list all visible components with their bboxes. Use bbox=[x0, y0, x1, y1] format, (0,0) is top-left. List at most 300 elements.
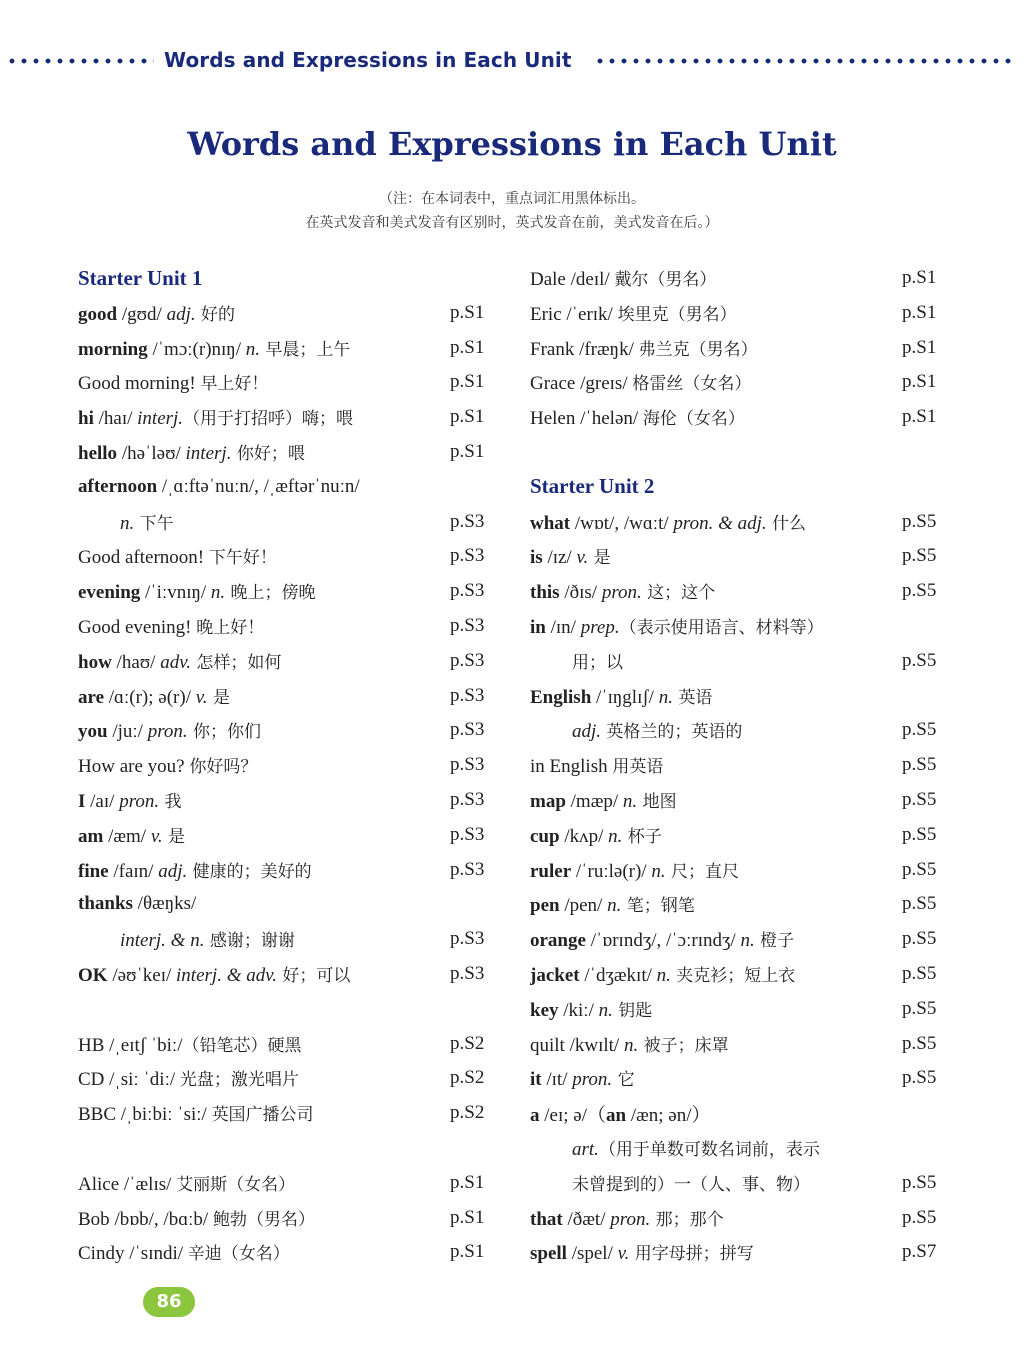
vocab-row bbox=[530, 400, 950, 434]
vocab-row bbox=[530, 679, 950, 713]
page-ref: p.S3 bbox=[450, 649, 485, 671]
part-of-speech: interj. & adv. bbox=[176, 965, 277, 986]
phonetic: /kiː/ bbox=[558, 999, 599, 1021]
entry-text bbox=[530, 717, 902, 743]
entry-text bbox=[78, 476, 450, 498]
vocab-row bbox=[530, 505, 950, 539]
headword: hi bbox=[78, 408, 94, 430]
phonetic: /ˌbiːbiː ˈsiː/ bbox=[116, 1104, 212, 1126]
page-ref: p.S3 bbox=[450, 510, 485, 532]
phonetic: /həˈləʊ/ bbox=[117, 443, 186, 464]
vocab-row bbox=[78, 748, 498, 782]
headword: hello bbox=[78, 443, 118, 464]
vocab-row bbox=[78, 1061, 498, 1095]
chinese-meaning: （用于单数可数名词前，表示 bbox=[598, 1140, 820, 1160]
headword: a bbox=[530, 1104, 540, 1126]
phonetic: /ˈerɪk/ bbox=[561, 303, 618, 325]
headword: Alice bbox=[78, 1173, 120, 1195]
entry-text bbox=[530, 961, 902, 987]
vocab-row bbox=[78, 539, 498, 573]
headword: orange bbox=[530, 930, 586, 952]
headword: How are you? bbox=[78, 756, 185, 778]
vocab-row bbox=[530, 644, 950, 678]
phonetic: /mæp/ bbox=[565, 791, 623, 812]
headword: you bbox=[78, 721, 108, 743]
part-of-speech: n. bbox=[607, 895, 622, 917]
headword: map bbox=[530, 791, 566, 812]
page-ref: p.S2 bbox=[450, 1067, 485, 1089]
headword: good bbox=[78, 303, 118, 325]
chinese-meaning: 晚上；傍晚 bbox=[225, 583, 316, 604]
page-ref: p.S7 bbox=[902, 1241, 937, 1263]
section-heading bbox=[530, 470, 950, 504]
part-of-speech: interj. bbox=[185, 443, 232, 464]
page-ref: p.S2 bbox=[450, 1102, 485, 1124]
section-title: Starter Unit 2 bbox=[530, 474, 655, 499]
chinese-meaning: 早晨；上午 bbox=[259, 339, 351, 360]
entry-text bbox=[78, 893, 450, 915]
chinese-meaning: 钥匙 bbox=[612, 1000, 653, 1021]
entry-text bbox=[78, 752, 450, 778]
chinese-meaning: 我 bbox=[159, 792, 182, 812]
entry-text bbox=[530, 543, 902, 569]
vocab-row bbox=[530, 1235, 950, 1269]
vocab-row bbox=[530, 296, 950, 330]
phonetic: /ˈɒrɪndʒ/, /ˈɔːrɪndʒ/ bbox=[585, 930, 741, 952]
vocab-row bbox=[530, 365, 950, 399]
part-of-speech: n. bbox=[245, 338, 260, 360]
page-ref: p.S5 bbox=[902, 545, 937, 567]
vocab-row bbox=[78, 609, 498, 643]
phonetic: /pen/ bbox=[559, 895, 608, 917]
phonetic: /ɑː(r); ə(r)/ bbox=[104, 686, 196, 708]
part-of-speech: adj. bbox=[158, 860, 188, 882]
part-of-speech: pron. bbox=[119, 791, 160, 812]
headword: that bbox=[530, 1208, 563, 1230]
chinese-meaning: （表示使用语言、材料等） bbox=[619, 618, 824, 638]
page-ref: p.S1 bbox=[450, 406, 485, 428]
entry-text bbox=[78, 1100, 450, 1126]
phonetic: /eɪ; ə/（ bbox=[539, 1104, 606, 1126]
chinese-meaning: 晚上好！ bbox=[196, 618, 265, 638]
vocab-row bbox=[78, 957, 498, 991]
section-heading bbox=[78, 261, 498, 295]
chinese-meaning: 怎样；如何 bbox=[191, 652, 282, 673]
part-of-speech: n. bbox=[623, 1034, 639, 1056]
part-of-speech: v. bbox=[617, 1243, 630, 1265]
chinese-meaning: 夹克衫；短上衣 bbox=[670, 966, 796, 986]
entry-text bbox=[530, 1205, 902, 1231]
entry-text bbox=[78, 1239, 450, 1265]
entry-text bbox=[530, 926, 902, 952]
headword: English bbox=[530, 686, 592, 708]
vocab-row bbox=[78, 400, 498, 434]
phonetic: /aɪ/ bbox=[85, 791, 120, 812]
headword: Bob bbox=[78, 1208, 110, 1230]
page-ref: p.S1 bbox=[450, 371, 485, 393]
page-ref: p.S3 bbox=[450, 754, 485, 776]
page-ref: p.S3 bbox=[450, 719, 485, 741]
entry-text bbox=[78, 822, 450, 848]
chinese-meaning: 橙子 bbox=[754, 931, 795, 952]
headword: pen bbox=[530, 895, 560, 917]
vocab-row bbox=[78, 853, 498, 887]
vocab-row bbox=[78, 296, 498, 330]
entry-text bbox=[530, 683, 902, 709]
chinese-meaning: 它 bbox=[612, 1070, 635, 1091]
chinese-meaning: （用于打招呼）嗨；喂 bbox=[183, 409, 354, 430]
headword: Helen bbox=[530, 408, 576, 430]
headword: spell bbox=[530, 1243, 567, 1265]
phonetic: /wɒt/, /wɑːt/ bbox=[570, 512, 674, 534]
headword: what bbox=[530, 512, 571, 534]
page-ref: p.S5 bbox=[902, 1206, 937, 1228]
entry-text bbox=[530, 1100, 902, 1127]
entry-text bbox=[78, 439, 450, 465]
part-of-speech: v. bbox=[576, 547, 589, 569]
phonetic: /greɪs/ bbox=[575, 373, 633, 395]
chinese-meaning: 健康的；美好的 bbox=[187, 861, 312, 882]
page-ref: p.S5 bbox=[902, 1032, 937, 1054]
headword-variant: an bbox=[605, 1104, 627, 1126]
entry-text bbox=[530, 265, 902, 291]
part-of-speech: adj. bbox=[572, 721, 602, 743]
vocab-row bbox=[530, 609, 950, 643]
vocab-row bbox=[78, 644, 498, 678]
entry-text bbox=[78, 404, 450, 430]
vocab-row bbox=[78, 713, 498, 747]
vocab-row bbox=[530, 992, 950, 1026]
headword: CD bbox=[78, 1069, 105, 1091]
vocab-row bbox=[530, 1096, 950, 1130]
chinese-meaning: 你好；喂 bbox=[231, 444, 305, 464]
entry-text bbox=[530, 1239, 902, 1265]
vocab-row bbox=[78, 331, 498, 365]
chinese-meaning: 那；那个 bbox=[650, 1209, 724, 1230]
headword: BBC bbox=[78, 1104, 117, 1126]
page-ref: p.S1 bbox=[450, 441, 485, 462]
chinese-meaning: 用英语 bbox=[612, 757, 664, 778]
vocab-row bbox=[78, 1166, 498, 1200]
chinese-meaning: 下午 bbox=[134, 513, 174, 534]
vocab-row bbox=[530, 922, 950, 956]
page-number: 86 bbox=[143, 1287, 195, 1317]
phonetic: /ɪt/ bbox=[541, 1069, 573, 1091]
entry-text bbox=[78, 1031, 450, 1057]
entry-text bbox=[78, 683, 450, 709]
entry-text bbox=[530, 1170, 902, 1196]
vocab-row bbox=[530, 853, 950, 887]
chinese-meaning: 埃里克（男名） bbox=[617, 304, 737, 325]
vocab-row bbox=[78, 1131, 498, 1165]
entry-text bbox=[78, 300, 450, 326]
headword: Good evening! bbox=[78, 617, 192, 638]
part-of-speech: n. bbox=[210, 582, 226, 604]
vocab-row bbox=[530, 748, 950, 782]
chinese-meaning: 你好吗？ bbox=[189, 757, 258, 778]
chinese-meaning: 感谢；谢谢 bbox=[204, 931, 295, 952]
headword: evening bbox=[78, 582, 141, 604]
page-ref: p.S1 bbox=[902, 267, 937, 288]
entry-text bbox=[78, 648, 450, 674]
part-of-speech: interj. bbox=[137, 408, 184, 430]
headword: Dale bbox=[530, 269, 566, 290]
vocab-row bbox=[78, 1201, 498, 1235]
chinese-meaning: 光盘；激光唱片 bbox=[179, 1070, 299, 1091]
page-ref: p.S1 bbox=[902, 371, 937, 393]
headword: ruler bbox=[530, 860, 572, 882]
entry-text bbox=[530, 752, 902, 778]
part-of-speech: pron. bbox=[572, 1069, 613, 1091]
page-ref: p.S1 bbox=[450, 1206, 485, 1228]
chinese-meaning: 艾丽斯（女名） bbox=[176, 1174, 296, 1195]
phonetic-variant: /æn; ən/） bbox=[626, 1104, 711, 1126]
page-ref: p.S5 bbox=[902, 580, 937, 602]
chinese-meaning: 用；以 bbox=[572, 652, 623, 673]
headword: afternoon bbox=[78, 475, 158, 497]
page-ref: p.S3 bbox=[450, 789, 485, 810]
headword: Good afternoon! bbox=[78, 547, 205, 569]
page-ref: p.S1 bbox=[450, 1241, 485, 1263]
phonetic: /kwɪlt/ bbox=[564, 1034, 624, 1056]
vocab-row bbox=[530, 1166, 950, 1200]
running-header bbox=[0, 44, 1024, 78]
vocab-row bbox=[530, 1027, 950, 1061]
page-ref: p.S1 bbox=[450, 1171, 485, 1193]
headword: OK bbox=[78, 965, 108, 986]
entry-text bbox=[78, 578, 450, 604]
phonetic: /θæŋks/ bbox=[132, 893, 197, 915]
vocab-row bbox=[78, 1096, 498, 1130]
vocab-row bbox=[78, 365, 498, 399]
chinese-meaning: 尺；直尺 bbox=[665, 861, 739, 882]
headword: am bbox=[78, 825, 104, 847]
phonetic: /ˌsiː ˈdiː/ bbox=[104, 1069, 180, 1091]
phonetic: /ˈhelən/ bbox=[575, 408, 643, 430]
part-of-speech: v. bbox=[195, 686, 208, 708]
phonetic: /æm/ bbox=[103, 825, 151, 847]
page-ref: p.S5 bbox=[902, 928, 937, 950]
page-ref: p.S3 bbox=[450, 858, 485, 880]
phonetic: /ðæt/ bbox=[562, 1208, 611, 1230]
vocab-row bbox=[530, 331, 950, 365]
entry-text bbox=[530, 369, 902, 395]
part-of-speech: n. bbox=[608, 825, 623, 847]
header-dots-left bbox=[6, 58, 154, 64]
entry-text bbox=[78, 266, 450, 291]
headword: in English bbox=[530, 756, 608, 778]
vocab-row bbox=[78, 818, 498, 852]
chinese-meaning: 格雷丝（女名） bbox=[632, 374, 752, 395]
page-ref: p.S5 bbox=[902, 858, 937, 880]
vocab-row bbox=[530, 957, 950, 991]
chinese-meaning: 鲍勃（男名） bbox=[212, 1209, 315, 1230]
page-ref: p.S5 bbox=[902, 997, 937, 1019]
phonetic: /əʊˈkeɪ/ bbox=[107, 965, 177, 986]
chinese-meaning: 是 bbox=[588, 548, 611, 569]
page-ref: p.S5 bbox=[902, 1171, 937, 1193]
vocab-row bbox=[78, 783, 498, 817]
part-of-speech: pron. bbox=[147, 721, 188, 743]
entry-text bbox=[78, 717, 450, 743]
headword: how bbox=[78, 651, 112, 673]
vocab-row bbox=[78, 922, 498, 956]
entry-text bbox=[78, 1170, 450, 1196]
part-of-speech: n. bbox=[120, 512, 135, 534]
page-ref: p.S5 bbox=[902, 893, 937, 915]
phonetic: /ˈmɔː(r)nɪŋ/ bbox=[147, 338, 246, 360]
headword: Cindy bbox=[78, 1243, 125, 1265]
entry-text bbox=[530, 1065, 902, 1091]
vocab-row bbox=[530, 574, 950, 608]
entry-text bbox=[78, 1205, 450, 1231]
phonetic: /bɒb/, /bɑːb/ bbox=[109, 1208, 213, 1230]
page-ref: p.S5 bbox=[902, 823, 937, 845]
chinese-meaning: 下午好！ bbox=[208, 548, 277, 569]
phonetic: /ˈsɪndi/ bbox=[124, 1243, 188, 1265]
headword: quilt bbox=[530, 1034, 565, 1056]
phonetic: /spel/ bbox=[566, 1243, 618, 1265]
chinese-meaning: 英语 bbox=[672, 687, 713, 708]
headword: are bbox=[78, 686, 105, 708]
headword: fine bbox=[78, 860, 109, 882]
headword: HB bbox=[78, 1034, 105, 1056]
entry-text bbox=[530, 578, 902, 604]
phonetic: /gʊd/ bbox=[117, 303, 167, 325]
chinese-meaning: 海伦（女名） bbox=[642, 409, 745, 430]
entry-text bbox=[530, 857, 902, 883]
note-line-1: （注：在本词表中，重点词汇用黑体标出。 bbox=[379, 191, 645, 207]
page-ref: p.S5 bbox=[902, 510, 937, 532]
part-of-speech: adv. bbox=[160, 651, 191, 673]
chinese-meaning: 未曾提到的）一（人、事、物） bbox=[572, 1174, 810, 1195]
page-ref: p.S3 bbox=[450, 545, 485, 567]
chinese-meaning: 戴尔（男名） bbox=[614, 270, 717, 290]
headword: is bbox=[530, 547, 543, 569]
page-ref: p.S2 bbox=[450, 1032, 485, 1054]
part-of-speech: pron. bbox=[610, 1208, 651, 1230]
entry-text bbox=[78, 369, 450, 395]
vocab-row bbox=[78, 1235, 498, 1269]
vocab-row bbox=[78, 435, 498, 469]
page-ref: p.S1 bbox=[902, 336, 937, 358]
phonetic: /ˈruːlə(r)/ bbox=[571, 860, 652, 882]
chinese-meaning: 什么 bbox=[766, 513, 807, 534]
vocab-row bbox=[530, 1061, 950, 1095]
headword: Good morning! bbox=[78, 373, 196, 395]
page-ref: p.S5 bbox=[902, 963, 937, 984]
chinese-meaning: 早上好！ bbox=[200, 374, 269, 395]
headword: this bbox=[530, 582, 560, 604]
vocab-row bbox=[530, 435, 950, 469]
vocab-row bbox=[78, 679, 498, 713]
phonetic: /haɪ/ bbox=[93, 408, 138, 430]
page-ref: p.S5 bbox=[902, 1067, 937, 1089]
phonetic: /ɪz/ bbox=[542, 547, 577, 569]
note-line-2: 在英式发音和美式发音有区别时，英式发音在前，美式发音在后。） bbox=[305, 215, 719, 231]
headword: in bbox=[530, 617, 546, 638]
page-ref: p.S3 bbox=[450, 580, 485, 602]
page-ref: p.S1 bbox=[902, 406, 937, 428]
part-of-speech: art. bbox=[572, 1139, 599, 1160]
vocab-row bbox=[530, 261, 950, 295]
vocab-row bbox=[530, 1201, 950, 1235]
headword: Eric bbox=[530, 303, 562, 325]
entry-text bbox=[78, 1065, 450, 1091]
page-ref: p.S3 bbox=[450, 963, 485, 984]
vocab-row bbox=[78, 992, 498, 1026]
page-ref: p.S5 bbox=[902, 754, 937, 776]
page-ref: p.S5 bbox=[902, 649, 937, 671]
part-of-speech: n. bbox=[622, 791, 638, 812]
part-of-speech: interj. & n. bbox=[120, 930, 205, 952]
phonetic: /ˈɪŋglɪʃ/ bbox=[591, 686, 659, 708]
page-ref: p.S3 bbox=[450, 928, 485, 950]
part-of-speech: n. bbox=[740, 930, 755, 952]
entry-text bbox=[530, 787, 902, 813]
page-ref: p.S3 bbox=[450, 615, 485, 636]
phonetic: /ɪn/ bbox=[545, 617, 581, 638]
entry-text bbox=[78, 926, 450, 952]
chinese-meaning: 笔；钢笔 bbox=[621, 896, 695, 917]
entry-text bbox=[78, 335, 450, 361]
phonetic: /ˈælɪs/ bbox=[119, 1173, 177, 1195]
vocab-row bbox=[78, 574, 498, 608]
chinese-meaning: （铅笔芯）硬黑 bbox=[182, 1035, 302, 1056]
entry-text bbox=[530, 1031, 902, 1057]
phonetic: /juː/ bbox=[107, 721, 148, 743]
vocab-row bbox=[78, 505, 498, 539]
page-ref: p.S1 bbox=[902, 301, 937, 323]
header-dots-right bbox=[594, 58, 1014, 64]
headword: thanks bbox=[78, 893, 133, 915]
entry-text bbox=[530, 648, 902, 674]
entry-text bbox=[530, 404, 902, 430]
chinese-meaning: 好的 bbox=[195, 304, 236, 325]
chinese-meaning: 地图 bbox=[637, 792, 677, 812]
entry-text bbox=[530, 474, 902, 499]
headword: key bbox=[530, 999, 559, 1021]
phonetic: /ðɪs/ bbox=[559, 582, 602, 604]
headword: jacket bbox=[530, 965, 580, 986]
phonetic: /ˌeɪtʃ ˈbiː/ bbox=[104, 1034, 183, 1056]
page-ref: p.S1 bbox=[450, 301, 485, 323]
headword: Frank bbox=[530, 338, 575, 360]
part-of-speech: pron. & adj. bbox=[673, 512, 767, 534]
chinese-meaning: 是 bbox=[162, 826, 186, 847]
page-ref: p.S5 bbox=[902, 789, 937, 810]
entry-text bbox=[78, 613, 450, 639]
chinese-meaning: 被子；床罩 bbox=[638, 1035, 729, 1056]
page-title: Words and Expressions in Each Unit bbox=[187, 125, 837, 163]
vocab-row bbox=[530, 783, 950, 817]
entry-text bbox=[530, 822, 902, 848]
entry-text bbox=[530, 996, 902, 1022]
chinese-meaning: 你；你们 bbox=[187, 722, 262, 743]
vocab-row bbox=[530, 539, 950, 573]
chinese-meaning: 这；这个 bbox=[641, 583, 716, 604]
page-ref: p.S1 bbox=[450, 336, 485, 358]
phonetic: /ˌɑːftəˈnuːn/, /ˌæftərˈnuːn/ bbox=[157, 475, 360, 497]
part-of-speech: v. bbox=[150, 825, 163, 847]
entry-text bbox=[530, 1135, 902, 1161]
chinese-meaning: 弗兰克（男名） bbox=[638, 339, 758, 360]
part-of-speech: n. bbox=[598, 999, 613, 1021]
vocab-row bbox=[530, 887, 950, 921]
entry-text bbox=[78, 509, 450, 535]
vocab-row bbox=[530, 818, 950, 852]
chinese-meaning: 英格兰的；英语的 bbox=[601, 722, 743, 743]
